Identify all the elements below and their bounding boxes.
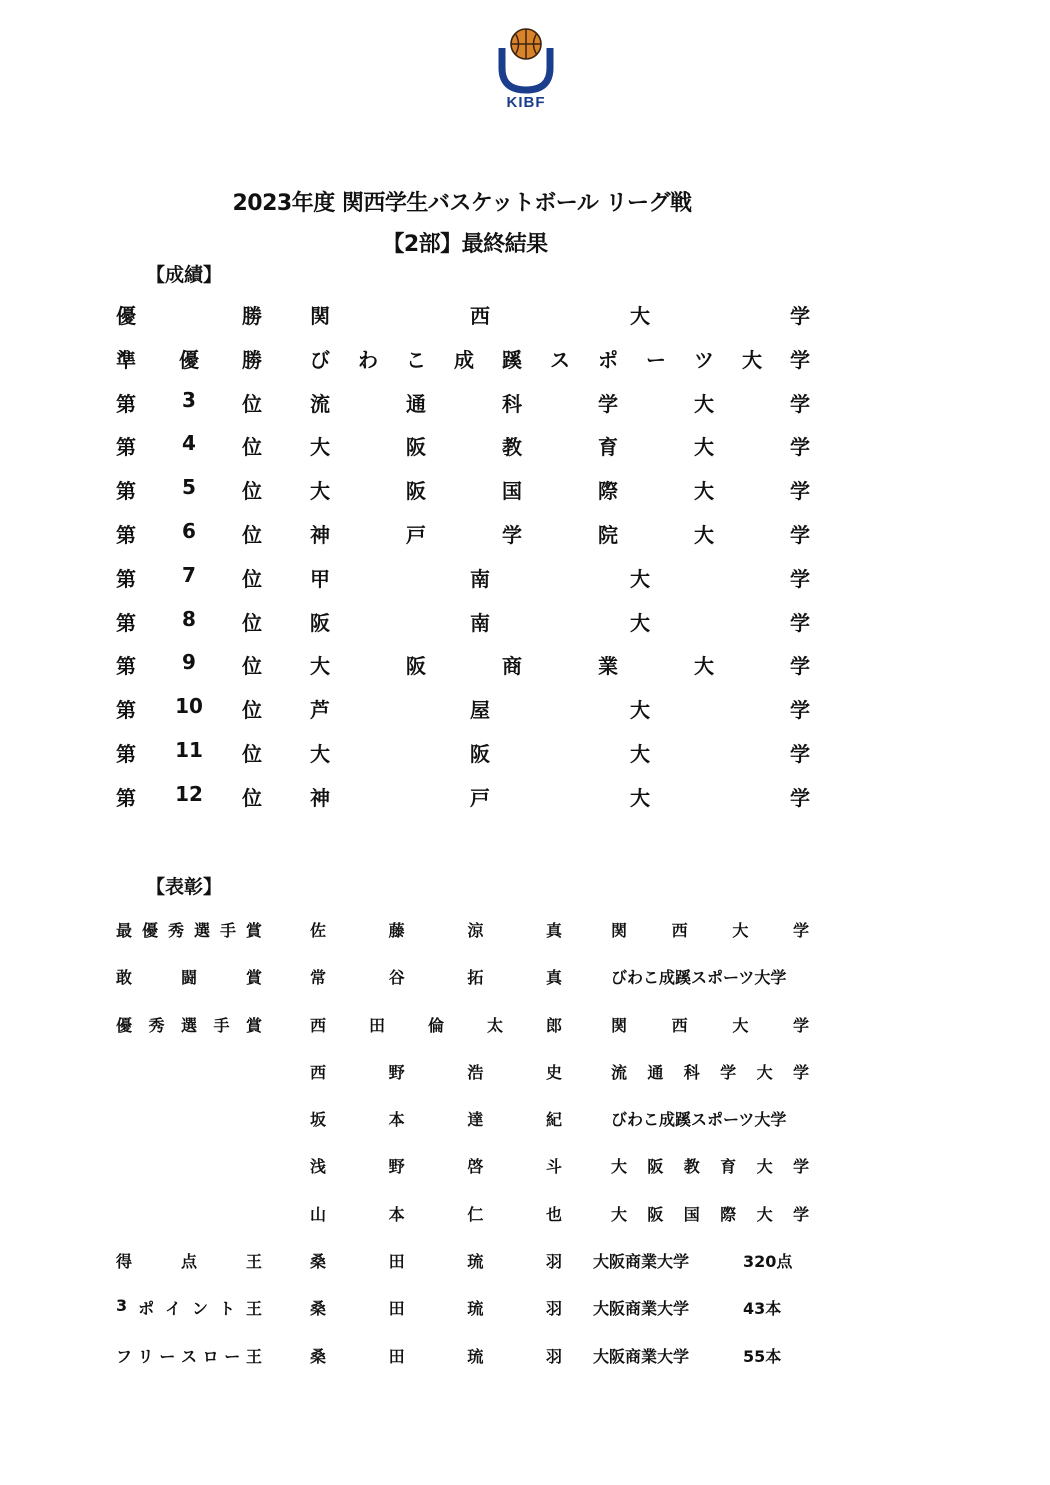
award-row [116,965,816,1012]
player-name-char: 桑 [310,1346,327,1366]
rank-label [116,300,262,329]
player-school-char: 育 [720,1157,737,1177]
basketball-icon [496,26,556,94]
player-school-char: 西 [671,1015,688,1035]
school-char: 芦 [310,698,330,723]
standings-row [116,738,816,782]
standings-row [116,650,816,694]
rank-char: 位 [242,391,262,416]
player-school [611,1202,809,1225]
award-category-char: ロ [202,1346,219,1366]
player-school-char: びわこ成蹊スポーツ大学 [611,1110,787,1130]
player-school-char: 大 [732,1015,749,1035]
player-school-char: 西 [671,921,688,940]
school-char: 学 [790,435,810,460]
rank-label [116,563,262,592]
player-school [611,1154,809,1177]
player-name-char: 郎 [545,1015,562,1035]
player-name-char: 拓 [467,968,484,988]
school-char: 大 [694,435,714,460]
school-char: 学 [790,391,810,416]
rank-char: 位 [242,435,262,460]
player-school-char: 流 [611,1062,628,1082]
player-school-char: 大 [756,1204,773,1224]
school-char: 通 [406,391,426,416]
player-name [310,1202,562,1225]
school-char: 関 [310,304,330,328]
player-name-char: 本 [388,1110,405,1130]
school-char: 南 [470,566,490,591]
rank-char: 位 [242,566,262,591]
school-char: 大 [630,698,650,723]
school-char: 育 [598,435,618,460]
rank-char: 4 [182,431,196,456]
player-school-char: 阪 [647,1204,664,1224]
player-school-char: 学 [792,921,809,940]
player-name-char: 真 [545,968,562,988]
player-school-char: 大 [732,921,749,940]
rank-label [116,738,262,767]
player-name-char: 達 [467,1110,484,1130]
rank-char: 位 [242,522,262,547]
rank-char: 第 [116,741,136,766]
award-category-char: 3 [116,1296,128,1316]
player-name-char: 仁 [467,1204,484,1224]
award-category-char: 王 [245,1252,262,1272]
school-char: 学 [790,522,810,547]
player-school-char: 大 [611,1157,628,1177]
school-char: 大 [630,304,650,328]
player-name [310,965,562,988]
player-name-char: 啓 [467,1157,484,1177]
award-category-char: 選 [180,1015,197,1035]
school-char: ー [646,347,666,372]
school-char: 学 [790,304,810,328]
school-char: 科 [502,391,522,416]
rank-label [116,475,262,504]
player-school [611,918,809,941]
school-name [310,738,810,767]
award-category-char: 点 [180,1252,197,1272]
school-char: 戸 [406,522,426,547]
school-char: わ [358,347,378,372]
player-name [310,1249,562,1272]
player-name-char: 涼 [467,921,484,940]
rank-char: 第 [116,785,136,810]
rank-char: 第 [116,522,136,547]
award-category-char: 王 [245,1346,262,1366]
award-category-char: リ [137,1346,154,1366]
player-name-char: 野 [388,1062,405,1082]
award-category-char: ー [159,1346,176,1366]
player-school-char: 学 [720,1062,737,1082]
school-char: 学 [790,610,810,635]
school-char: 大 [694,654,714,679]
rank-char: 第 [116,610,136,635]
school-char: 阪 [406,435,426,460]
school-name [310,388,810,417]
award-category [116,965,262,988]
player-name-char: 桑 [310,1252,327,1272]
player-name [310,1107,562,1130]
player-school-char: 学 [792,1015,809,1035]
award-row [116,918,816,965]
rank-label [116,607,262,636]
player-name-char: 坂 [310,1110,327,1130]
player-name-char: 常 [310,968,327,988]
player-name-char: 也 [545,1204,562,1224]
school-char: 屋 [470,698,490,723]
standings-row [116,607,816,651]
player-name-char: 史 [545,1062,562,1082]
player-name-char: 西 [310,1062,327,1082]
school-char: ス [550,347,570,372]
player-school-char: びわこ成蹊スポーツ大学 [611,968,787,988]
award-category-char: ン [192,1299,209,1319]
award-category-char: 王 [245,1299,262,1319]
player-name-char: 浩 [467,1062,484,1082]
school-name [310,607,810,636]
award-row [116,1249,816,1296]
award-category-char: 闘 [180,968,197,988]
awards-heading: 【表彰】 [146,876,223,898]
kibf-logo [496,26,556,116]
player-name-char: 谷 [388,968,405,988]
player-school-char: 通 [647,1062,664,1082]
rank-char: 優 [179,347,199,372]
rank-char: 第 [116,654,136,679]
award-row [116,1344,816,1391]
school-name [310,694,810,723]
rank-char: 8 [182,606,196,631]
award-row [116,1107,816,1154]
player-school-char: 関 [611,1015,628,1035]
award-category-char: 秀 [167,921,184,940]
school-char: 甲 [310,566,330,591]
player-name-char: 田 [388,1252,405,1272]
school-char: 際 [598,479,618,504]
player-school: 大阪商業大学 [593,1252,690,1272]
player-name [310,918,562,941]
school-char: 学 [790,785,810,810]
player-school [611,1107,809,1130]
player-name-char: 本 [388,1204,405,1224]
award-row [116,1154,816,1201]
standings-row [116,431,816,475]
school-char: 大 [694,479,714,504]
school-char: 大 [694,391,714,416]
rank-label [116,431,262,460]
player-school [611,1060,809,1083]
award-category-char: 賞 [245,968,262,988]
standings-row [116,300,816,344]
rank-char: 位 [242,479,262,504]
rank-label [116,388,262,417]
school-char: 西 [470,304,490,328]
player-name [310,1154,562,1177]
page-title: 2023年度 関西学生バスケットボール リーグ戦 [232,191,692,216]
award-category-char: フ [116,1346,133,1366]
award-category-char: 優 [116,1015,133,1035]
school-char: 大 [310,479,330,504]
award-category-char: 賞 [245,1015,262,1035]
school-char: ツ [694,347,714,372]
rank-label [116,519,262,548]
award-category [116,1249,262,1272]
award-row [116,1060,816,1107]
standings-list [116,300,816,826]
award-category [116,1344,262,1367]
school-char: 蹊 [502,347,522,372]
school-char: 大 [310,435,330,460]
school-char: 学 [502,522,522,547]
school-char: 教 [502,435,522,460]
player-name-char: 羽 [545,1346,562,1366]
award-category-char: ポ [138,1299,155,1319]
award-category-char: 選 [193,921,210,940]
school-char: 大 [630,785,650,810]
standings-row [116,694,816,738]
player-name-char: 西 [310,1015,327,1035]
rank-char: 位 [242,698,262,723]
rank-char: 10 [175,694,203,719]
standings-heading: 【成績】 [146,264,223,286]
player-name-char: 斗 [545,1157,562,1177]
school-char: 学 [790,479,810,504]
rank-char: 11 [175,737,203,762]
school-char: 学 [790,347,810,372]
standings-row [116,475,816,519]
school-name [310,475,810,504]
school-char: 大 [742,347,762,372]
player-name-char: 倫 [427,1015,444,1035]
player-school-char: 教 [683,1157,700,1177]
school-char: 学 [790,741,810,766]
award-row [116,1296,816,1343]
player-school-char: 科 [683,1062,700,1082]
player-school-char: 国 [683,1204,700,1224]
award-category-char: 手 [219,921,236,940]
player-school-char: 大 [611,1204,628,1224]
rank-char: 勝 [242,304,262,328]
school-char: 大 [630,741,650,766]
page-subtitle: 【2部】最終結果 [382,232,548,257]
school-name [310,782,810,811]
player-name [310,1060,562,1083]
rank-char: 第 [116,698,136,723]
rank-char: 位 [242,741,262,766]
award-category-char: ー [224,1346,241,1366]
award-category-char: ス [180,1346,197,1366]
player-school: 大阪商業大学 [593,1299,690,1319]
player-name-char: 太 [486,1015,503,1035]
rank-char: 第 [116,391,136,416]
rank-char: 12 [175,781,203,806]
standings-row [116,344,816,388]
rank-char: 準 [116,347,136,372]
school-char: 南 [470,610,490,635]
school-name [310,431,810,460]
rank-char: 5 [182,475,196,500]
award-category [116,918,262,941]
school-char: 大 [694,522,714,547]
school-char: 学 [790,566,810,591]
player-name-char: 羽 [545,1299,562,1319]
award-category-char: 手 [213,1015,230,1035]
school-char: 大 [310,654,330,679]
award-category-char: 最 [116,921,133,940]
player-school-char: 大 [756,1062,773,1082]
player-school-char: 際 [720,1204,737,1224]
rank-char: 第 [116,566,136,591]
school-char: び [310,347,330,372]
award-category-char: 賞 [245,921,262,940]
rank-char: 位 [242,654,262,679]
player-name-char: 田 [388,1346,405,1366]
school-char: ポ [598,347,618,372]
school-char: 業 [598,654,618,679]
player-school-char: 学 [792,1157,809,1177]
school-char: 成 [454,347,474,372]
standings-row [116,519,816,563]
standings-row [116,388,816,432]
school-name [310,300,810,329]
school-char: 戸 [470,785,490,810]
rank-char: 優 [116,304,136,328]
school-char: 大 [310,741,330,766]
award-stat: 43本 [743,1299,782,1319]
rank-label [116,694,262,723]
player-school-char: 学 [792,1062,809,1082]
standings-row [116,563,816,607]
rank-char: 7 [182,562,196,587]
player-name-char: 真 [545,921,562,940]
rank-char: 3 [182,387,196,412]
standings-row [116,782,816,826]
rank-char: 9 [182,650,196,675]
player-name-char: 浅 [310,1157,327,1177]
school-name [310,650,810,679]
player-school-char: 学 [792,1204,809,1224]
awards-list [116,918,816,1391]
school-char: 大 [630,610,650,635]
player-name-char: 琉 [467,1299,484,1319]
rank-char: 6 [182,518,196,543]
school-name [310,563,810,592]
school-char: 大 [630,566,650,591]
school-char: こ [406,347,426,372]
player-name [310,1344,562,1367]
player-school [611,965,809,988]
player-name-char: 桑 [310,1299,327,1319]
player-name-char: 山 [310,1204,327,1224]
player-name-char: 紀 [545,1110,562,1130]
award-row [116,1202,816,1249]
rank-label [116,344,262,373]
school-char: 神 [310,522,330,547]
school-char: 阪 [406,654,426,679]
school-char: 国 [502,479,522,504]
award-stat: 320点 [743,1252,793,1272]
rank-char: 勝 [242,347,262,372]
rank-char: 位 [242,785,262,810]
rank-char: 第 [116,435,136,460]
award-row [116,1013,816,1060]
award-category-char: イ [165,1299,182,1319]
player-school-char: 関 [611,921,628,940]
school-char: 神 [310,785,330,810]
player-school-char: 阪 [647,1157,664,1177]
player-name-char: 佐 [310,921,327,940]
player-school [611,1013,809,1036]
player-name-char: 藤 [388,921,405,940]
award-category [116,1013,262,1036]
player-school: 大阪商業大学 [593,1346,690,1366]
award-stat: 55本 [743,1346,782,1366]
logo-text: KIBF [506,94,546,111]
award-category-char: 優 [141,921,158,940]
school-char: 阪 [470,741,490,766]
school-char: 流 [310,391,330,416]
rank-label [116,782,262,811]
award-category-char: 秀 [148,1015,165,1035]
player-name-char: 琉 [467,1346,484,1366]
school-char: 院 [598,522,618,547]
rank-char: 位 [242,610,262,635]
award-category-char: 敢 [116,968,133,988]
player-name [310,1296,562,1319]
rank-label [116,650,262,679]
school-char: 阪 [406,479,426,504]
school-char: 学 [598,391,618,416]
award-category [116,1296,262,1319]
player-school-char: 大 [756,1157,773,1177]
school-name [310,519,810,548]
rank-char: 第 [116,479,136,504]
school-name [310,344,810,373]
school-char: 阪 [310,610,330,635]
award-category-char: 得 [116,1252,133,1272]
player-name [310,1013,562,1036]
school-char: 学 [790,698,810,723]
school-char: 商 [502,654,522,679]
award-category-char: ト [219,1299,236,1319]
player-name-char: 琉 [467,1252,484,1272]
player-name-char: 羽 [545,1252,562,1272]
school-char: 学 [790,654,810,679]
player-name-char: 田 [368,1015,385,1035]
player-name-char: 野 [388,1157,405,1177]
player-name-char: 田 [388,1299,405,1319]
